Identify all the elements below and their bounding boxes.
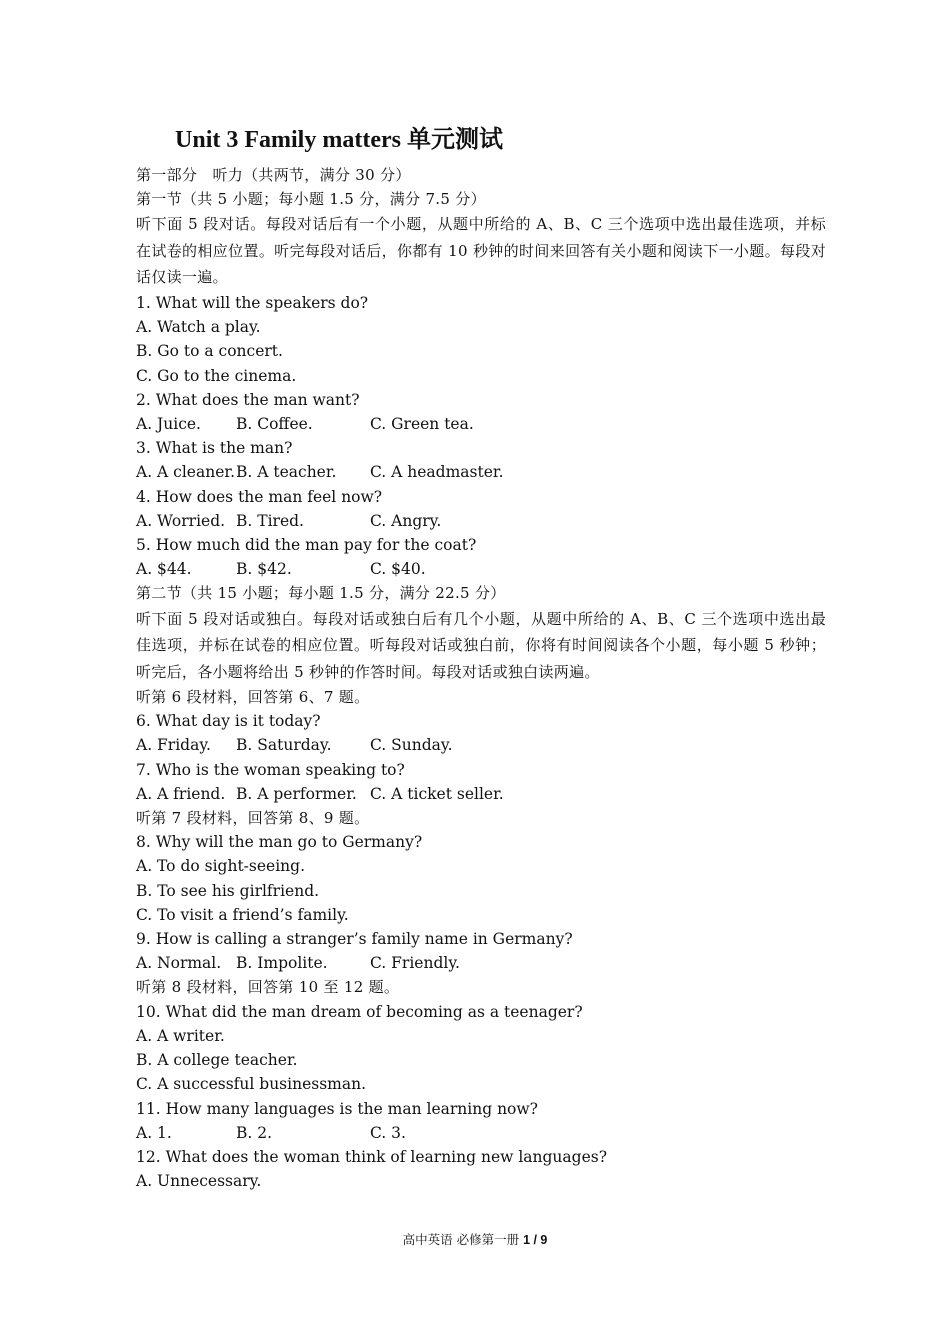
option-5c: C. $40. bbox=[370, 560, 426, 579]
option-3b: B. A teacher. bbox=[236, 463, 337, 482]
question-12: 12. What does the woman think of learning new languages? bbox=[136, 1147, 608, 1166]
question-3: 3. What is the man? bbox=[136, 439, 293, 458]
section-2-heading: 第二节（共 15 小题；每小题 1.5 分，满分 22.5 分） bbox=[136, 584, 506, 603]
material-8-heading: 听第 8 段材料，回答第 10 至 12 题。 bbox=[136, 978, 400, 997]
question-8: 8. Why will the man go to Germany? bbox=[136, 833, 423, 852]
question-10: 10. What did the man dream of becoming as a teenager? bbox=[136, 1002, 583, 1021]
page-title: Unit 3 Family matters 单元测试 bbox=[175, 127, 503, 153]
option-4a: A. Worried. bbox=[136, 511, 226, 530]
option-2c: C. Green tea. bbox=[370, 414, 474, 433]
question-11: 11. How many languages is the man learning now? bbox=[136, 1099, 538, 1118]
section-1-heading: 第一节（共 5 小题；每小题 1.5 分，满分 7.5 分） bbox=[136, 190, 486, 209]
option-2b: B. Coffee. bbox=[236, 414, 313, 433]
option-6a: A. Friday. bbox=[136, 736, 211, 755]
question-5: 5. How much did the man pay for the coat? bbox=[136, 535, 477, 554]
option-2a: A. Juice. bbox=[136, 414, 201, 433]
option-7b: B. A performer. bbox=[236, 784, 357, 803]
option-10c: C. A successful businessman. bbox=[136, 1075, 366, 1094]
options-3 bbox=[136, 460, 826, 484]
material-7-heading: 听第 7 段材料，回答第 8、9 题。 bbox=[136, 809, 370, 828]
option-10b: B. A college teacher. bbox=[136, 1051, 298, 1070]
part-heading: 第一部分 听力（共两节，满分 30 分） bbox=[136, 166, 411, 184]
options-6 bbox=[136, 733, 826, 757]
question-7: 7. Who is the woman speaking to? bbox=[136, 760, 405, 779]
option-8b: B. To see his girlfriend. bbox=[136, 881, 320, 900]
option-7a: A. A friend. bbox=[136, 784, 226, 803]
options-9 bbox=[136, 951, 826, 975]
option-8a: A. To do sight-seeing. bbox=[136, 857, 305, 876]
option-4c: C. Angry. bbox=[370, 511, 442, 530]
section-1-instructions: 听下面 5 段对话。每段对话后有一个小题，从题中所给的 A、B、C 三个选项中选出最佳选项，并标在试卷的相应位置。听完每段对话后，你都有 10 秒钟的时间来回答有关小题和阅读下一小题。每段对话仅读一遍。 bbox=[136, 215, 826, 287]
question-1: 1. What will the speakers do? bbox=[136, 293, 369, 312]
options-4 bbox=[136, 509, 826, 533]
option-1c: C. Go to the cinema. bbox=[136, 366, 297, 385]
section-2-instructions: 听下面 5 段对话或独白。每段对话或独白后有几个小题，从题中所给的 A、B、C 三个选项中选出最佳选项，并标在试卷的相应位置。听每段对话或独白前，你将有时间阅读各个小题，每小题 5 秒钟；听完后，各小题将给出 5 秒钟的作答时间。每段对话或独白读两遍。 bbox=[136, 609, 826, 681]
option-8c: C. To visit a friend’s family. bbox=[136, 905, 349, 924]
page-number: 1 / 9 bbox=[523, 1233, 548, 1247]
option-11b: B. 2. bbox=[236, 1123, 273, 1142]
option-9c: C. Friendly. bbox=[370, 954, 460, 973]
option-3a: A. A cleaner. bbox=[136, 463, 236, 482]
page-footer bbox=[0, 1230, 950, 1248]
material-6-heading: 听第 6 段材料，回答第 6、7 题。 bbox=[136, 688, 370, 707]
options-2 bbox=[136, 412, 826, 436]
option-9a: A. Normal. bbox=[136, 954, 222, 973]
options-5 bbox=[136, 557, 826, 581]
option-3c: C. A headmaster. bbox=[370, 463, 504, 482]
option-1a: A. Watch a play. bbox=[136, 318, 261, 337]
option-9b: B. Impolite. bbox=[236, 954, 328, 973]
question-2: 2. What does the man want? bbox=[136, 390, 360, 409]
option-11c: C. 3. bbox=[370, 1123, 406, 1142]
option-5b: B. $42. bbox=[236, 560, 292, 579]
option-11a: A. 1. bbox=[136, 1123, 172, 1142]
option-5a: A. $44. bbox=[136, 560, 192, 579]
question-4: 4. How does the man feel now? bbox=[136, 487, 383, 506]
footer-text: 高中英语 必修第一册 bbox=[402, 1232, 524, 1247]
option-6c: C. Sunday. bbox=[370, 736, 453, 755]
question-9: 9. How is calling a stranger’s family name in Germany? bbox=[136, 930, 573, 949]
options-11 bbox=[136, 1121, 826, 1145]
option-10a: A. A writer. bbox=[136, 1026, 225, 1045]
options-7 bbox=[136, 782, 826, 806]
option-7c: C. A ticket seller. bbox=[370, 784, 504, 803]
option-4b: B. Tired. bbox=[236, 511, 304, 530]
question-6: 6. What day is it today? bbox=[136, 712, 321, 731]
option-12a: A. Unnecessary. bbox=[136, 1172, 262, 1191]
option-6b: B. Saturday. bbox=[236, 736, 332, 755]
option-1b: B. Go to a concert. bbox=[136, 342, 283, 361]
document-body bbox=[136, 163, 826, 1193]
